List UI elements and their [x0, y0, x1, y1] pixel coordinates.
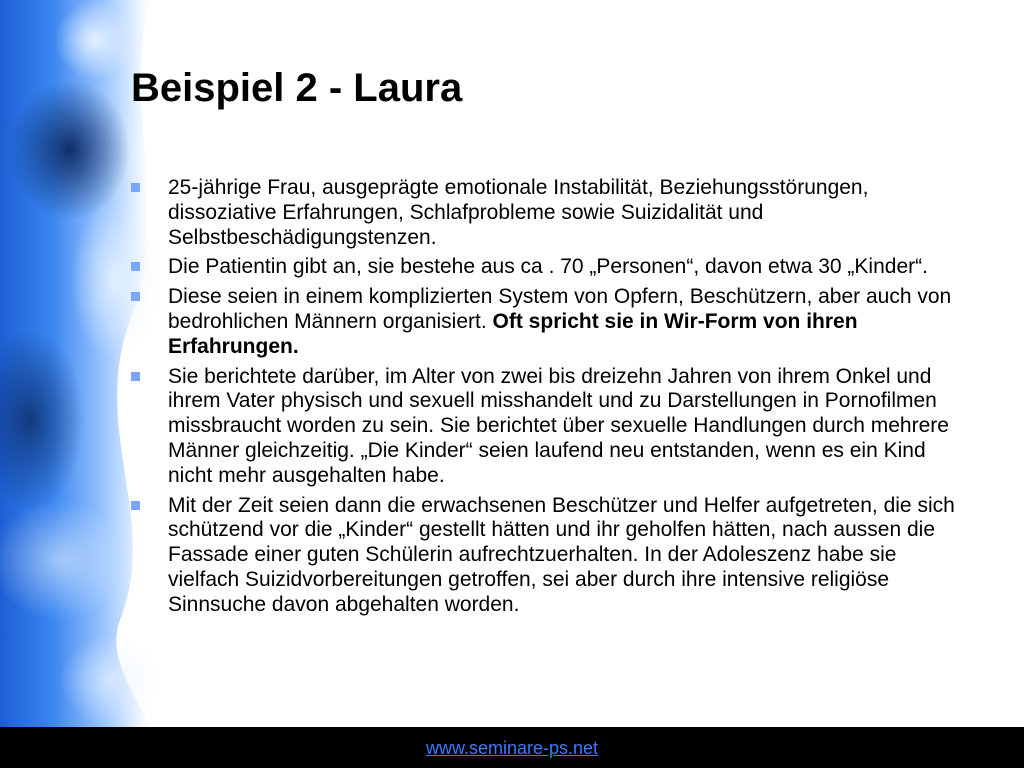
slide-title: Beispiel 2 - Laura	[131, 66, 463, 110]
bullet-text: Diese seien in einem komplizierten System von Opfern, Beschützern, aber auch von bedrohlichen Männern organisiert.	[168, 285, 952, 333]
bullet-bold-text: Oft spricht sie in Wir-Form von ihren Erfahrungen.	[168, 309, 858, 358]
bullet-text: Mit der Zeit seien dann die erwachsenen Beschützer und Helfer aufgetreten, die sich schützend vor die „Kinder“ gestellt hätten und ihr geholfen hätten, nach aussen die Fassade einer guten Schülerin aufrechtzuerhalten. In der Adoleszenz habe sie vielfach Suizidvorbereitungen getroffen, sei aber durch ihre intensive religiöse Sinnsuche davon abgehalten worden.	[168, 493, 955, 616]
bullet-item	[131, 365, 971, 489]
bullet-text: 25-jährige Frau, ausgeprägte emotionale Instabilität, Beziehungsstörungen, dissoziative Erfahrungen, Schlafprobleme sowie Suizidalität und Selbstbeschädigungstenzen.	[168, 176, 869, 249]
square-bullet-icon	[131, 372, 140, 381]
bullet-item	[131, 176, 971, 250]
bullet-item	[131, 285, 971, 359]
footer-bar	[0, 727, 1024, 768]
bullet-text: Die Patientin gibt an, sie bestehe aus ca . 70 „Personen“, davon etwa 30 „Kinder“.	[168, 255, 928, 279]
square-bullet-icon	[131, 292, 140, 301]
website-link[interactable]: www.seminare-ps.net	[425, 738, 599, 758]
square-bullet-icon	[131, 262, 140, 271]
square-bullet-icon	[131, 501, 140, 510]
square-bullet-icon	[131, 183, 140, 192]
bullet-text: Sie berichtete darüber, im Alter von zwei bis dreizehn Jahren von ihrem Onkel und ihrem Vater physisch und sexuell misshandelt und zu Darstellungen in Pornofilmen missbraucht worden zu sein. Sie berichtet über sexuelle Handlungen durch mehrere Männer gleichzeitig. „Die Kinder“ seien laufend neu entstanden, wenn es ein Kind nicht mehr ausgehalten habe.	[168, 364, 949, 487]
bullet-list	[131, 176, 971, 623]
bullet-item	[131, 494, 971, 618]
bullet-item	[131, 255, 971, 280]
